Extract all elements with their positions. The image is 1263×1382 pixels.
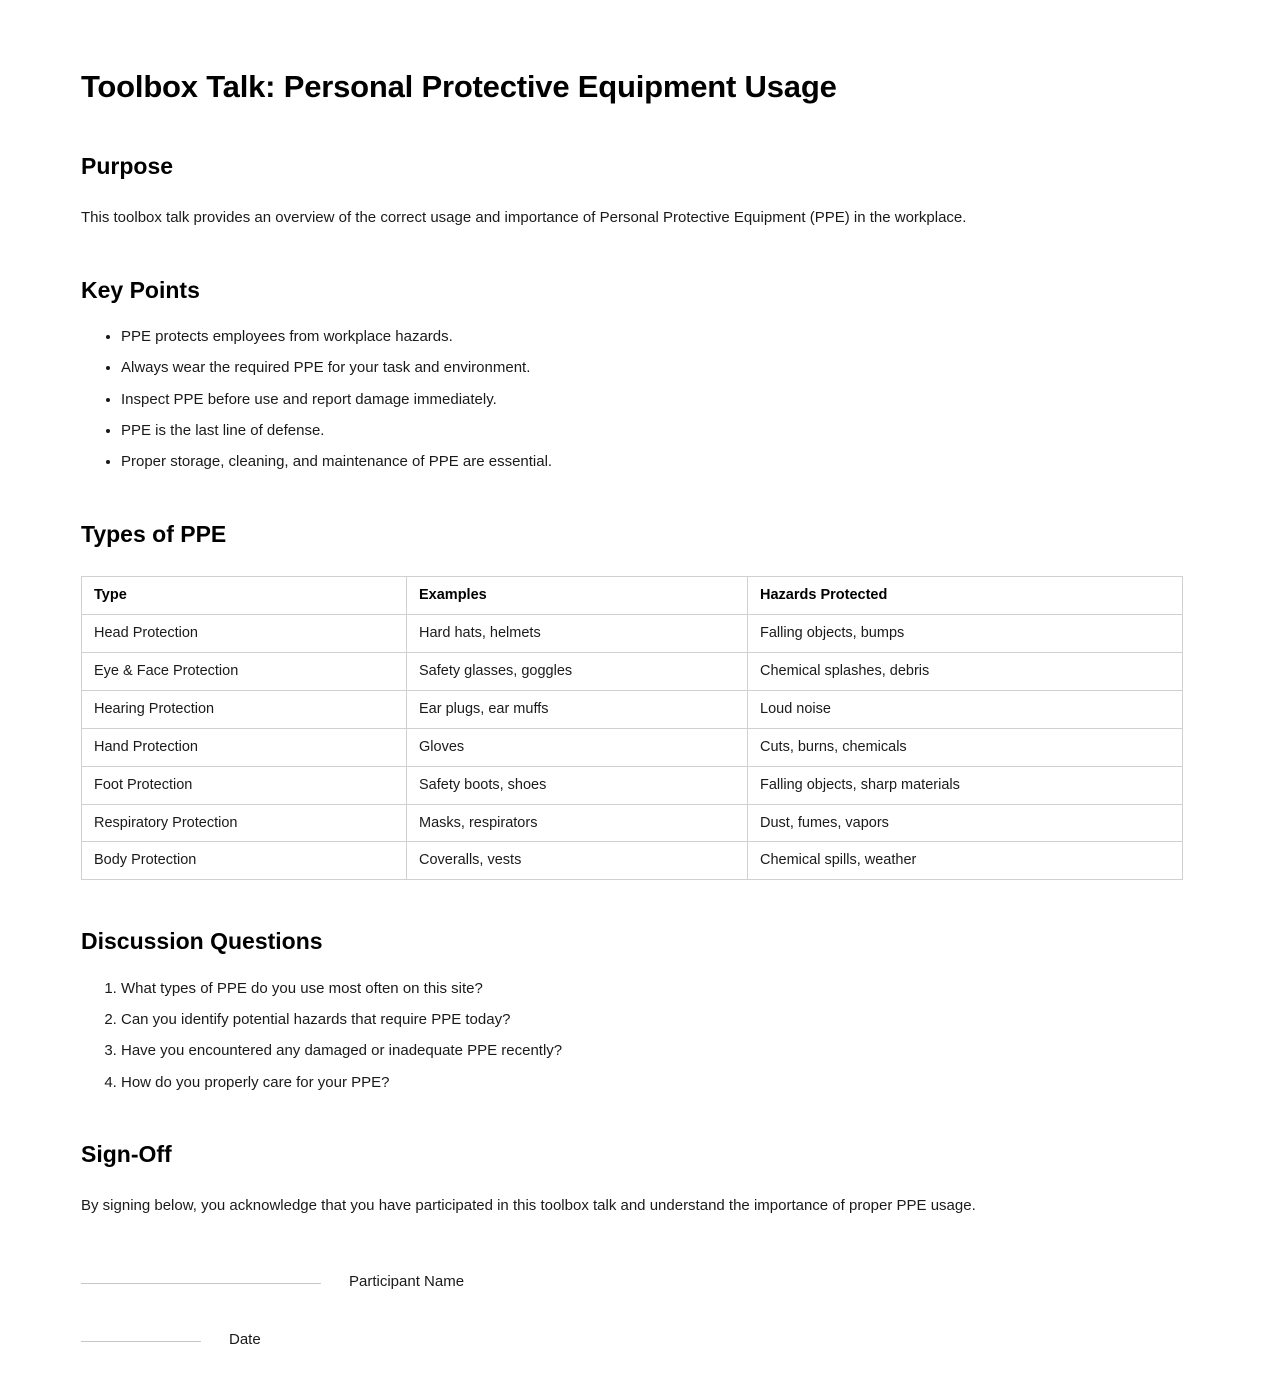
table-row (82, 691, 1183, 729)
cell-hazards: Chemical splashes, debris (748, 653, 1183, 691)
column-header-type: Type (82, 577, 407, 615)
table-row (82, 615, 1183, 653)
date-signature-line[interactable] (81, 1340, 201, 1342)
table-row (82, 728, 1183, 766)
cell-hazards: Cuts, burns, chemicals (748, 728, 1183, 766)
date-label: Date (229, 1330, 261, 1348)
section-heading-types-of-ppe: Types of PPE (81, 520, 227, 547)
cell-hazards: Chemical spills, weather (748, 842, 1183, 880)
column-header-examples: Examples (407, 577, 748, 615)
list-item: 2. Can you identify potential hazards that require PPE today? (121, 1009, 1183, 1031)
list-item: • Always wear the required PPE for your task and environment. (121, 357, 1183, 379)
cell-examples: Ear plugs, ear muffs (407, 691, 748, 729)
list-item: 3. Have you encountered any damaged or inadequate PPE recently? (121, 1040, 1183, 1062)
page-title: Toolbox Talk: Personal Protective Equipment Usage (81, 69, 837, 104)
purpose-paragraph: This toolbox talk provides an overview of the correct usage and importance of Personal Protective Equipment (PPE) in the workplace. (81, 208, 967, 226)
table-row (82, 804, 1183, 842)
cell-type: Hand Protection (82, 728, 407, 766)
list-item: • PPE protects employees from workplace hazards. (121, 326, 1183, 348)
list-item: • Inspect PPE before use and report damage immediately. (121, 389, 1183, 411)
cell-examples: Safety glasses, goggles (407, 653, 748, 691)
section-heading-purpose: Purpose (81, 153, 174, 180)
cell-type: Respiratory Protection (82, 804, 407, 842)
cell-type: Body Protection (82, 842, 407, 880)
cell-type: Foot Protection (82, 766, 407, 804)
table-row (82, 842, 1183, 880)
list-item: • PPE is the last line of defense. (121, 420, 1183, 442)
cell-examples: Hard hats, helmets (407, 615, 748, 653)
key-points-list (81, 326, 1183, 473)
cell-hazards: Dust, fumes, vapors (748, 804, 1183, 842)
sign-off-paragraph: By signing below, you acknowledge that you have participated in this toolbox talk and understand the importance of proper PPE usage. (81, 1196, 976, 1214)
ppe-types-table (81, 576, 1183, 880)
cell-examples: Coveralls, vests (407, 842, 748, 880)
participant-name-signature-line[interactable] (81, 1282, 321, 1284)
table-body (82, 615, 1183, 880)
cell-hazards: Falling objects, sharp materials (748, 766, 1183, 804)
section-heading-key-points: Key Points (81, 276, 200, 303)
table-row (82, 766, 1183, 804)
table-row (82, 653, 1183, 691)
cell-hazards: Loud noise (748, 691, 1183, 729)
cell-type: Head Protection (82, 615, 407, 653)
cell-hazards: Falling objects, bumps (748, 615, 1183, 653)
cell-type: Eye & Face Protection (82, 653, 407, 691)
section-heading-sign-off: Sign-Off (81, 1141, 172, 1168)
cell-examples: Safety boots, shoes (407, 766, 748, 804)
column-header-hazards: Hazards Protected (748, 577, 1183, 615)
cell-examples: Gloves (407, 728, 748, 766)
table-header (82, 577, 1183, 615)
signature-block (81, 1269, 1183, 1348)
date-row (81, 1327, 1183, 1348)
list-item: 1. What types of PPE do you use most often on this site? (121, 978, 1183, 1000)
table-header-row (82, 577, 1183, 615)
list-item: 4. How do you properly care for your PPE? (121, 1072, 1183, 1094)
participant-name-row (81, 1269, 1183, 1290)
list-item: • Proper storage, cleaning, and maintenance of PPE are essential. (121, 451, 1183, 473)
section-heading-discussion-questions: Discussion Questions (81, 928, 323, 955)
cell-examples: Masks, respirators (407, 804, 748, 842)
discussion-questions-list (81, 978, 1183, 1094)
cell-type: Hearing Protection (82, 691, 407, 729)
participant-name-label: Participant Name (349, 1272, 465, 1290)
